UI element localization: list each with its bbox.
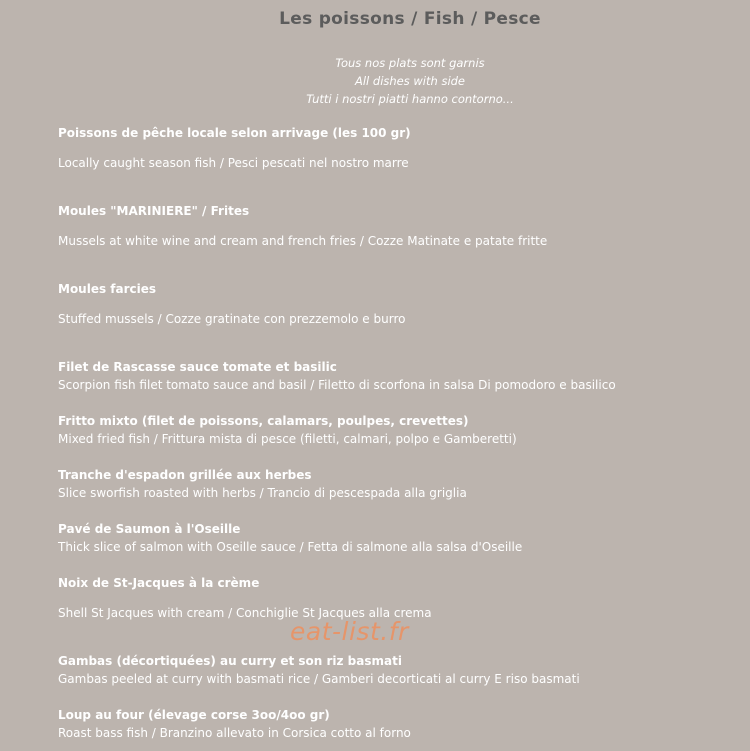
intro-line-fr: Tous nos plats sont garnis [335,56,485,70]
menu-item-name: Loup au four (élevage corse 3oo/4oo gr) [58,708,330,722]
menu-item-name: Tranche d'espadon grillée aux herbes [58,468,312,482]
menu-item-desc: Locally caught season fish / Pesci pescati nel nostro marre [58,156,409,170]
menu-item-name: Moules farcies [58,282,157,296]
menu-item-desc: Gambas peeled at curry with basmati rice / Gamberi decorticati al curry E riso basmati [58,672,580,686]
intro-note [0,54,750,108]
menu-item-desc: Mussels at white wine and cream and french fries / Cozze Matinate e patate fritte [58,234,548,248]
menu-item-name: Noix de St-Jacques à la crème [58,576,260,590]
menu-item-desc: Stuffed mussels / Cozze gratinate con prezzemolo e burro [58,312,406,326]
menu-item-desc: Thick slice of salmon with Oseille sauce / Fetta di salmone alla salsa d'Oseille [58,540,523,554]
menu-item-desc: Slice sworfish roasted with herbs / Trancio di pescespada alla griglia [58,486,467,500]
intro-line-en: All dishes with side [354,74,466,88]
menu-item-name: Filet de Rascasse sauce tomate et basilic [58,360,337,374]
page-title: Les poissons / Fish / Pesce [279,9,541,29]
watermark-logo: eat-list.fr [290,617,409,646]
menu-item-desc: Shell St Jacques with cream / Conchiglie St Jacques alla crema [58,606,432,620]
menu-item-name: Gambas (décortiquées) au curry et son riz basmati [58,654,402,668]
intro-line-it: Tutti i nostri piatti hanno contorno... [306,92,514,106]
menu-item-name: Fritto mixto (filet de poissons, calamars, poulpes, crevettes) [58,414,469,428]
menu-item-desc: Roast bass fish / Branzino allevato in Corsica cotto al forno [58,726,411,740]
menu-item-name: Pavé de Saumon à l'Oseille [58,522,241,536]
menu-item-desc: Mixed fried fish / Frittura mista di pesce (filetti, calmari, polpo e Gamberetti) [58,432,517,446]
menu-item-desc: Scorpion fish filet tomato sauce and basil / Filetto di scorfona in salsa Di pomodoro e basilico [58,378,616,392]
menu-item-name: Poissons de pêche locale selon arrivage (les 100 gr) [58,126,411,140]
menu-item-name: Moules "MARINIERE" / Frites [58,204,250,218]
